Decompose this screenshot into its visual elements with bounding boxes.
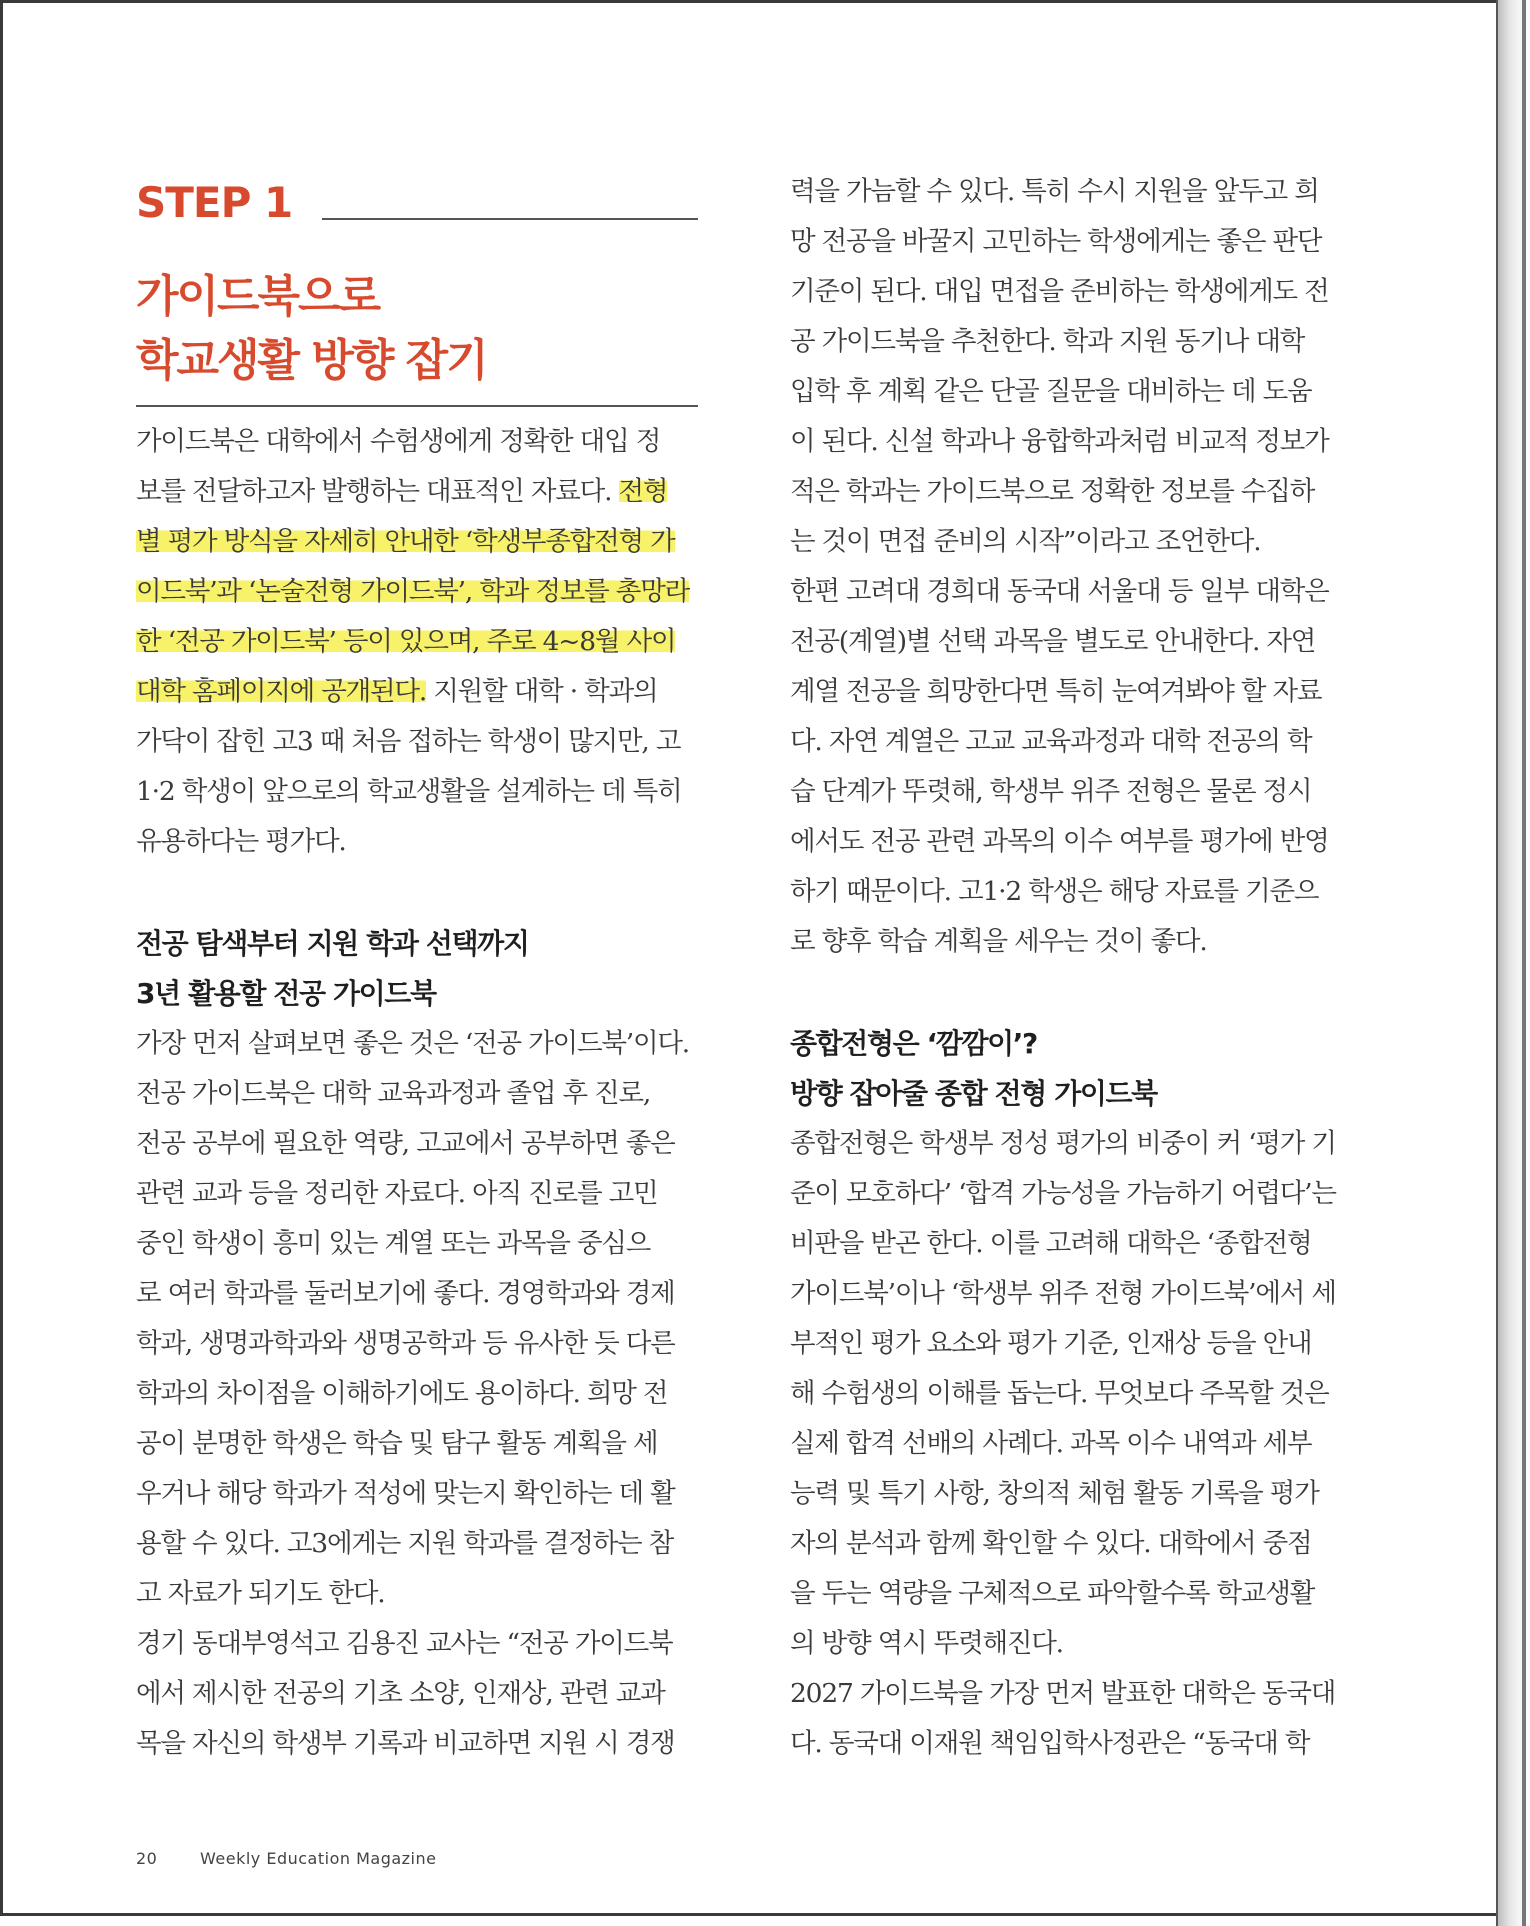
text-line: 공이 분명한 학생은 학습 및 탐구 활동 계획을 세	[136, 1428, 658, 1459]
text-line: 부적인 평가 요소와 평가 기준, 인재상 등을 안내	[790, 1328, 1312, 1359]
text-line: 이 된다. 신설 학과나 융합학과처럼 비교적 정보가	[790, 426, 1329, 457]
text-line: 전공(계열)별 선택 과목을 별도로 안내한다. 자연	[790, 626, 1316, 657]
section2-heading-line: 방향 잡아줄 종합 전형 가이드북	[790, 1077, 1157, 1110]
text-line: 적은 학과는 가이드북으로 정확한 정보를 수집하	[790, 476, 1315, 507]
text-segment: 가이드북은 대학에서 수험생에게 정확한 대입 정	[136, 426, 661, 457]
text-line: 종합전형은 학생부 정성 평가의 비중이 커 ‘평가 기	[790, 1128, 1336, 1159]
headline-line: 학교생활 방향 잡기	[136, 335, 487, 386]
text-line	[136, 667, 698, 717]
text-line: 로 여러 학과를 둘러보기에 좋다. 경영학과와 경제	[136, 1278, 675, 1309]
text-line: 망 전공을 바꿀지 고민하는 학생에게는 좋은 판단	[790, 226, 1322, 257]
text-line: 해 수험생의 이해를 돕는다. 무엇보다 주목할 것은	[790, 1378, 1329, 1409]
text-line	[136, 767, 698, 817]
text-line	[136, 817, 698, 867]
headline-rule	[136, 405, 698, 407]
text-line: 학과의 차이점을 이해하기에도 용이하다. 희망 전	[136, 1378, 668, 1409]
highlighted-text: 전형	[618, 476, 668, 507]
text-line: 관련 교과 등을 정리한 자료다. 아직 진로를 고민	[136, 1178, 658, 1209]
text-line: 실제 합격 선배의 사례다. 과목 이수 내역과 세부	[790, 1428, 1312, 1459]
text-line: 기준이 된다. 대입 면접을 준비하는 학생에게도 전	[790, 276, 1329, 307]
text-line: 중인 학생이 흥미 있는 계열 또는 과목을 중심으	[136, 1228, 651, 1259]
page-footer	[136, 1849, 436, 1868]
text-segment: 보를 전달하고자 발행하는 대표적인 자료다.	[136, 476, 619, 507]
text-line: 고 자료가 되기도 한다.	[136, 1578, 385, 1609]
text-line	[136, 567, 698, 617]
text-line: 다. 자연 계열은 고교 교육과정과 대학 전공의 학	[790, 726, 1312, 757]
text-line	[136, 717, 698, 767]
section2-heading-line: 종합전형은 ‘깜깜이’?	[790, 1027, 1037, 1060]
text-line: 입학 후 계획 같은 단골 질문을 대비하는 데 도움	[790, 376, 1312, 407]
text-line: 목을 자신의 학생부 기록과 비교하면 지원 시 경쟁	[136, 1728, 675, 1759]
text-line: 학과, 생명과학과와 생명공학과 등 유사한 듯 다른	[136, 1328, 675, 1359]
text-line: 의 방향 역시 뚜렷해진다.	[790, 1628, 1063, 1659]
text-line: 로 향후 학습 계획을 세우는 것이 좋다.	[790, 926, 1207, 957]
text-line: 다. 동국대 이재원 책임입학사정관은 “동국대 학	[790, 1728, 1310, 1759]
text-line: 에서 제시한 전공의 기초 소양, 인재상, 관련 교과	[136, 1678, 665, 1709]
headline-line: 가이드북으로	[136, 271, 380, 322]
text-line: 계열 전공을 희망한다면 특히 눈여겨봐야 할 자료	[790, 676, 1322, 707]
text-line: 는 것이 면접 준비의 시작”이라고 조언한다.	[790, 526, 1261, 557]
text-line: 자의 분석과 함께 확인할 수 있다. 대학에서 중점	[790, 1528, 1312, 1559]
text-segment: 유용하다는 평가다.	[136, 826, 346, 857]
text-line: 한편 고려대 경희대 동국대 서울대 등 일부 대학은	[790, 576, 1329, 607]
section1-body	[136, 1019, 698, 1769]
step-rule	[322, 218, 698, 220]
page-edge-shadow	[1522, 0, 1526, 1926]
text-line	[136, 467, 698, 517]
text-line: 2027 가이드북을 가장 먼저 발표한 대학은 동국대	[790, 1678, 1336, 1709]
intro-paragraph	[136, 417, 698, 867]
text-line: 준이 모호하다’ ‘합격 가능성을 가늠하기 어렵다’는	[790, 1178, 1336, 1209]
text-segment: 지원할 대학 · 학과의	[426, 676, 658, 707]
headline	[136, 265, 487, 393]
text-line: 전공 공부에 필요한 역량, 고교에서 공부하면 좋은	[136, 1128, 675, 1159]
text-line	[136, 417, 698, 467]
text-line: 용할 수 있다. 고3에게는 지원 학과를 결정하는 참	[136, 1528, 674, 1559]
section2-body	[790, 1119, 1355, 1769]
magazine-name: Weekly Education Magazine	[200, 1849, 437, 1868]
highlighted-text: 대학 홈페이지에 공개된다.	[136, 676, 427, 707]
page-number: 20	[136, 1849, 158, 1868]
highlighted-text: 이드북’과 ‘논술전형 가이드북’, 학과 정보를 총망라	[136, 576, 689, 607]
text-line	[136, 617, 698, 667]
text-line: 전공 가이드북은 대학 교육과정과 졸업 후 진로,	[136, 1078, 651, 1109]
section1-heading	[136, 919, 528, 1019]
text-line: 공 가이드북을 추천한다. 학과 지원 동기나 대학	[790, 326, 1305, 357]
text-line: 비판을 받곤 한다. 이를 고려해 대학은 ‘종합전형	[790, 1228, 1312, 1259]
text-line: 가이드북’이나 ‘학생부 위주 전형 가이드북’에서 세	[790, 1278, 1336, 1309]
text-line: 경기 동대부영석고 김용진 교사는 “전공 가이드북	[136, 1628, 673, 1659]
text-segment: 가닥이 잡힌 고3 때 처음 접하는 학생이 많지만, 고	[136, 726, 681, 757]
section2-heading	[790, 1019, 1157, 1119]
step-label: STEP 1	[136, 178, 293, 227]
section1-heading-line: 3년 활용할 전공 가이드북	[136, 977, 436, 1010]
text-line: 에서도 전공 관련 과목의 이수 여부를 평가에 반영	[790, 826, 1329, 857]
text-line: 우거나 해당 학과가 적성에 맞는지 확인하는 데 활	[136, 1478, 675, 1509]
text-segment: 1·2 학생이 앞으로의 학교생활을 설계하는 데 특히	[136, 776, 682, 807]
text-line: 하기 때문이다. 고1·2 학생은 해당 자료를 기준으	[790, 876, 1319, 907]
text-line	[136, 517, 698, 567]
right-top-body	[790, 167, 1355, 967]
section1-heading-line: 전공 탐색부터 지원 학과 선택까지	[136, 927, 529, 960]
text-line: 가장 먼저 살펴보면 좋은 것은 ‘전공 가이드북’이다.	[136, 1028, 689, 1059]
highlighted-text: 한 ‘전공 가이드북’ 등이 있으며, 주로 4~8월 사이	[136, 626, 676, 657]
text-line: 을 두는 역량을 구체적으로 파악할수록 학교생활	[790, 1578, 1315, 1609]
text-line: 력을 가늠할 수 있다. 특히 수시 지원을 앞두고 희	[790, 176, 1319, 207]
text-line: 능력 및 특기 사항, 창의적 체험 활동 기록을 평가	[790, 1478, 1319, 1509]
highlighted-text: 별 평가 방식을 자세히 안내한 ‘학생부종합전형 가	[136, 526, 675, 557]
text-line: 습 단계가 뚜렷해, 학생부 위주 전형은 물론 정시	[790, 776, 1312, 807]
